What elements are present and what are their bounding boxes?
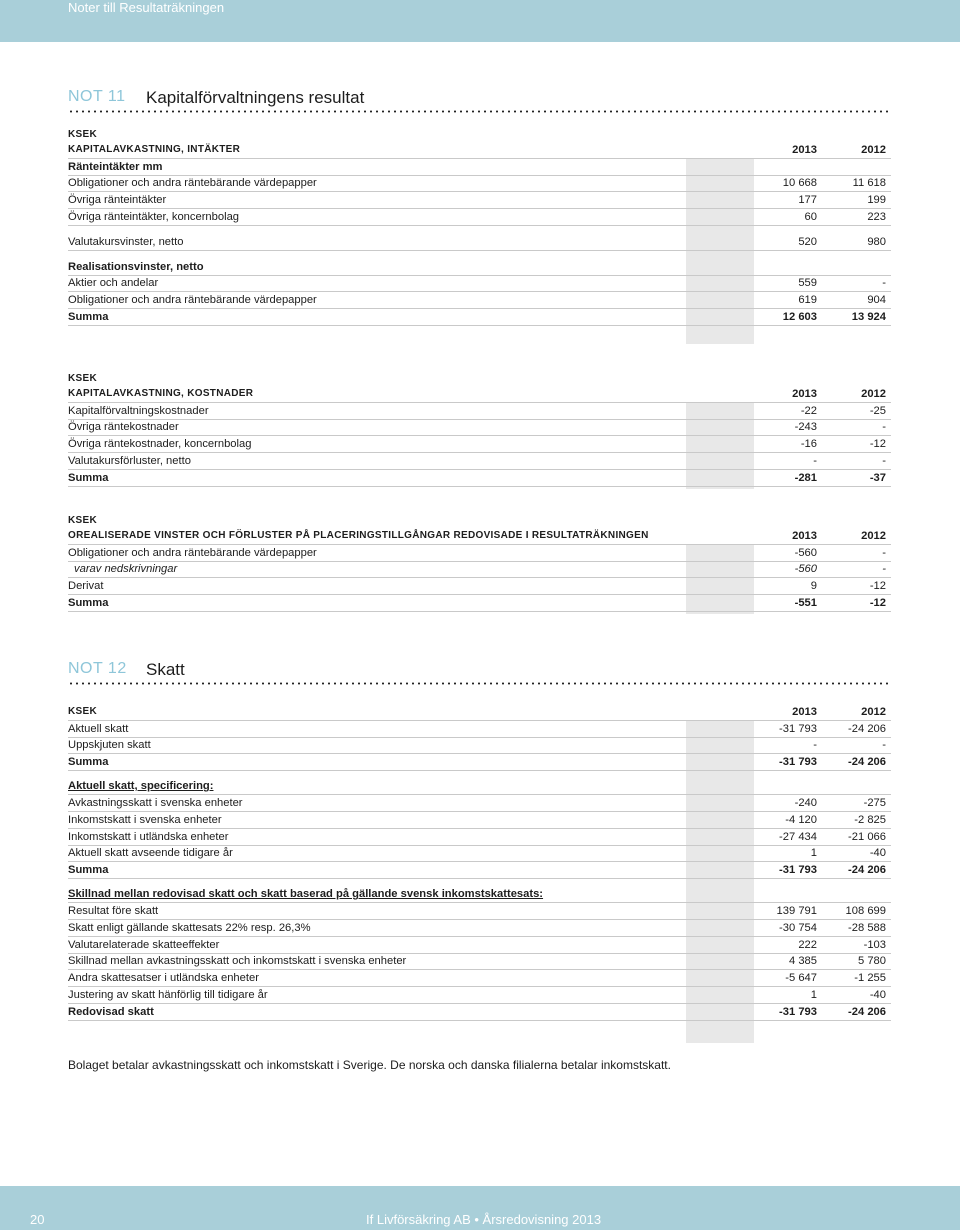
table-header: KAPITALAVKASTNING, INTÄKTER 2013 2012 bbox=[68, 142, 891, 159]
note-number: NOT 12 bbox=[68, 660, 127, 677]
spacer bbox=[68, 251, 891, 259]
table-row: Ränteintäkter mm bbox=[68, 159, 891, 176]
table-subheading: Aktuell skatt, specificering: bbox=[68, 771, 891, 795]
table-row: Övriga ränteintäkter 177 199 bbox=[68, 192, 891, 209]
note-11-heading bbox=[68, 80, 891, 110]
table-total-row: Summa -281 -37 bbox=[68, 470, 891, 487]
table-row: Inkomstskatt i svenska enheter -4 120 -2 825 bbox=[68, 812, 891, 829]
note-title: Kapitalförvaltningens resultat bbox=[146, 88, 365, 107]
dotted-divider bbox=[68, 682, 891, 685]
table-header: OREALISERADE VINSTER OCH FÖRLUSTER PÅ PLACERINGSTILLGÅNGAR REDOVISADE I RESULTATRÄKNINGEN 2013 2012 bbox=[68, 528, 891, 545]
table-row: Resultat före skatt 139 791 108 699 bbox=[68, 903, 891, 920]
footer-band bbox=[0, 1186, 960, 1230]
table-subheading: Skillnad mellan redovisad skatt och skatt baserad på gällande svensk inkomstskattesats: bbox=[68, 879, 891, 903]
table-row: Valutarelaterade skatteeffekter 222 -103 bbox=[68, 937, 891, 954]
ksek-label: KSEK bbox=[68, 129, 97, 140]
table-row: Valutakursförluster, netto - - bbox=[68, 453, 891, 470]
table-total-row: Summa -551 -12 bbox=[68, 595, 891, 612]
note-12-heading bbox=[68, 652, 891, 682]
table-header: KSEK 2013 2012 bbox=[68, 704, 891, 721]
table-header: KAPITALAVKASTNING, KOSTNADER 2013 2012 bbox=[68, 386, 891, 403]
table-row: Justering av skatt hänförlig till tidigare år 1 -40 bbox=[68, 987, 891, 1004]
section-header: Noter till Resultaträkningen bbox=[68, 0, 225, 15]
table-row: Valutakursvinster, netto 520 980 bbox=[68, 234, 891, 251]
table-row: Realisationsvinster, netto bbox=[68, 259, 891, 276]
table-row: Aktier och andelar 559 - bbox=[68, 276, 891, 293]
note-number: NOT 11 bbox=[68, 88, 126, 105]
table-row: Uppskjuten skatt - - bbox=[68, 738, 891, 755]
table-unrealized bbox=[68, 514, 891, 612]
table-row: Övriga ränteintäkter, koncernbolag 60 223 bbox=[68, 209, 891, 226]
table-total-row: Summa -31 793 -24 206 bbox=[68, 754, 891, 771]
table-row: Derivat 9 -12 bbox=[68, 578, 891, 595]
table-total-row: Summa 12 603 13 924 bbox=[68, 309, 891, 326]
table-row: Inkomstskatt i utländska enheter -27 434 -21 066 bbox=[68, 829, 891, 846]
closing-note: Bolaget betalar avkastningsskatt och inkomstskatt i Sverige. De norska och danska filialerna betalar inkomstskatt. bbox=[68, 1058, 671, 1072]
table-total-row: Summa -31 793 -24 206 bbox=[68, 862, 891, 879]
table-tax bbox=[68, 704, 891, 1021]
ksek-label: KSEK bbox=[68, 373, 97, 384]
page-number: 20 bbox=[30, 1212, 45, 1227]
table-row: Övriga räntekostnader -243 - bbox=[68, 420, 891, 437]
table-row: Aktuell skatt avseende tidigare år 1 -40 bbox=[68, 846, 891, 863]
table-row: Andra skattesatser i utländska enheter -5 647 -1 255 bbox=[68, 970, 891, 987]
header-band bbox=[0, 0, 960, 42]
dotted-divider bbox=[68, 110, 891, 113]
note-title: Skatt bbox=[146, 660, 185, 679]
table-costs bbox=[68, 372, 891, 487]
table-row: Obligationer och andra räntebärande värdepapper 10 668 11 618 bbox=[68, 176, 891, 193]
table-row: Skatt enligt gällande skattesats 22% resp. 26,3% -30 754 -28 588 bbox=[68, 920, 891, 937]
table-row: Skillnad mellan avkastningsskatt och inkomstskatt i svenska enheter 4 385 5 780 bbox=[68, 954, 891, 971]
ksek-label: KSEK bbox=[68, 515, 97, 526]
table-row: Övriga räntekostnader, koncernbolag -16 -12 bbox=[68, 436, 891, 453]
table-row: Avkastningsskatt i svenska enheter -240 -275 bbox=[68, 795, 891, 812]
table-row: Kapitalförvaltningskostnader -22 -25 bbox=[68, 403, 891, 420]
table-row: Obligationer och andra räntebärande värdepapper -560 - bbox=[68, 545, 891, 562]
spacer bbox=[68, 226, 891, 234]
table-row: varav nedskrivningar -560 - bbox=[68, 562, 891, 579]
table-total-row: Redovisad skatt -31 793 -24 206 bbox=[68, 1004, 891, 1021]
table-row: Obligationer och andra räntebärande värdepapper 619 904 bbox=[68, 292, 891, 309]
table-income bbox=[68, 128, 891, 326]
table-row: Aktuell skatt -31 793 -24 206 bbox=[68, 721, 891, 738]
footer-text: If Livförsäkring AB • Årsredovisning 2013 bbox=[366, 1212, 602, 1227]
